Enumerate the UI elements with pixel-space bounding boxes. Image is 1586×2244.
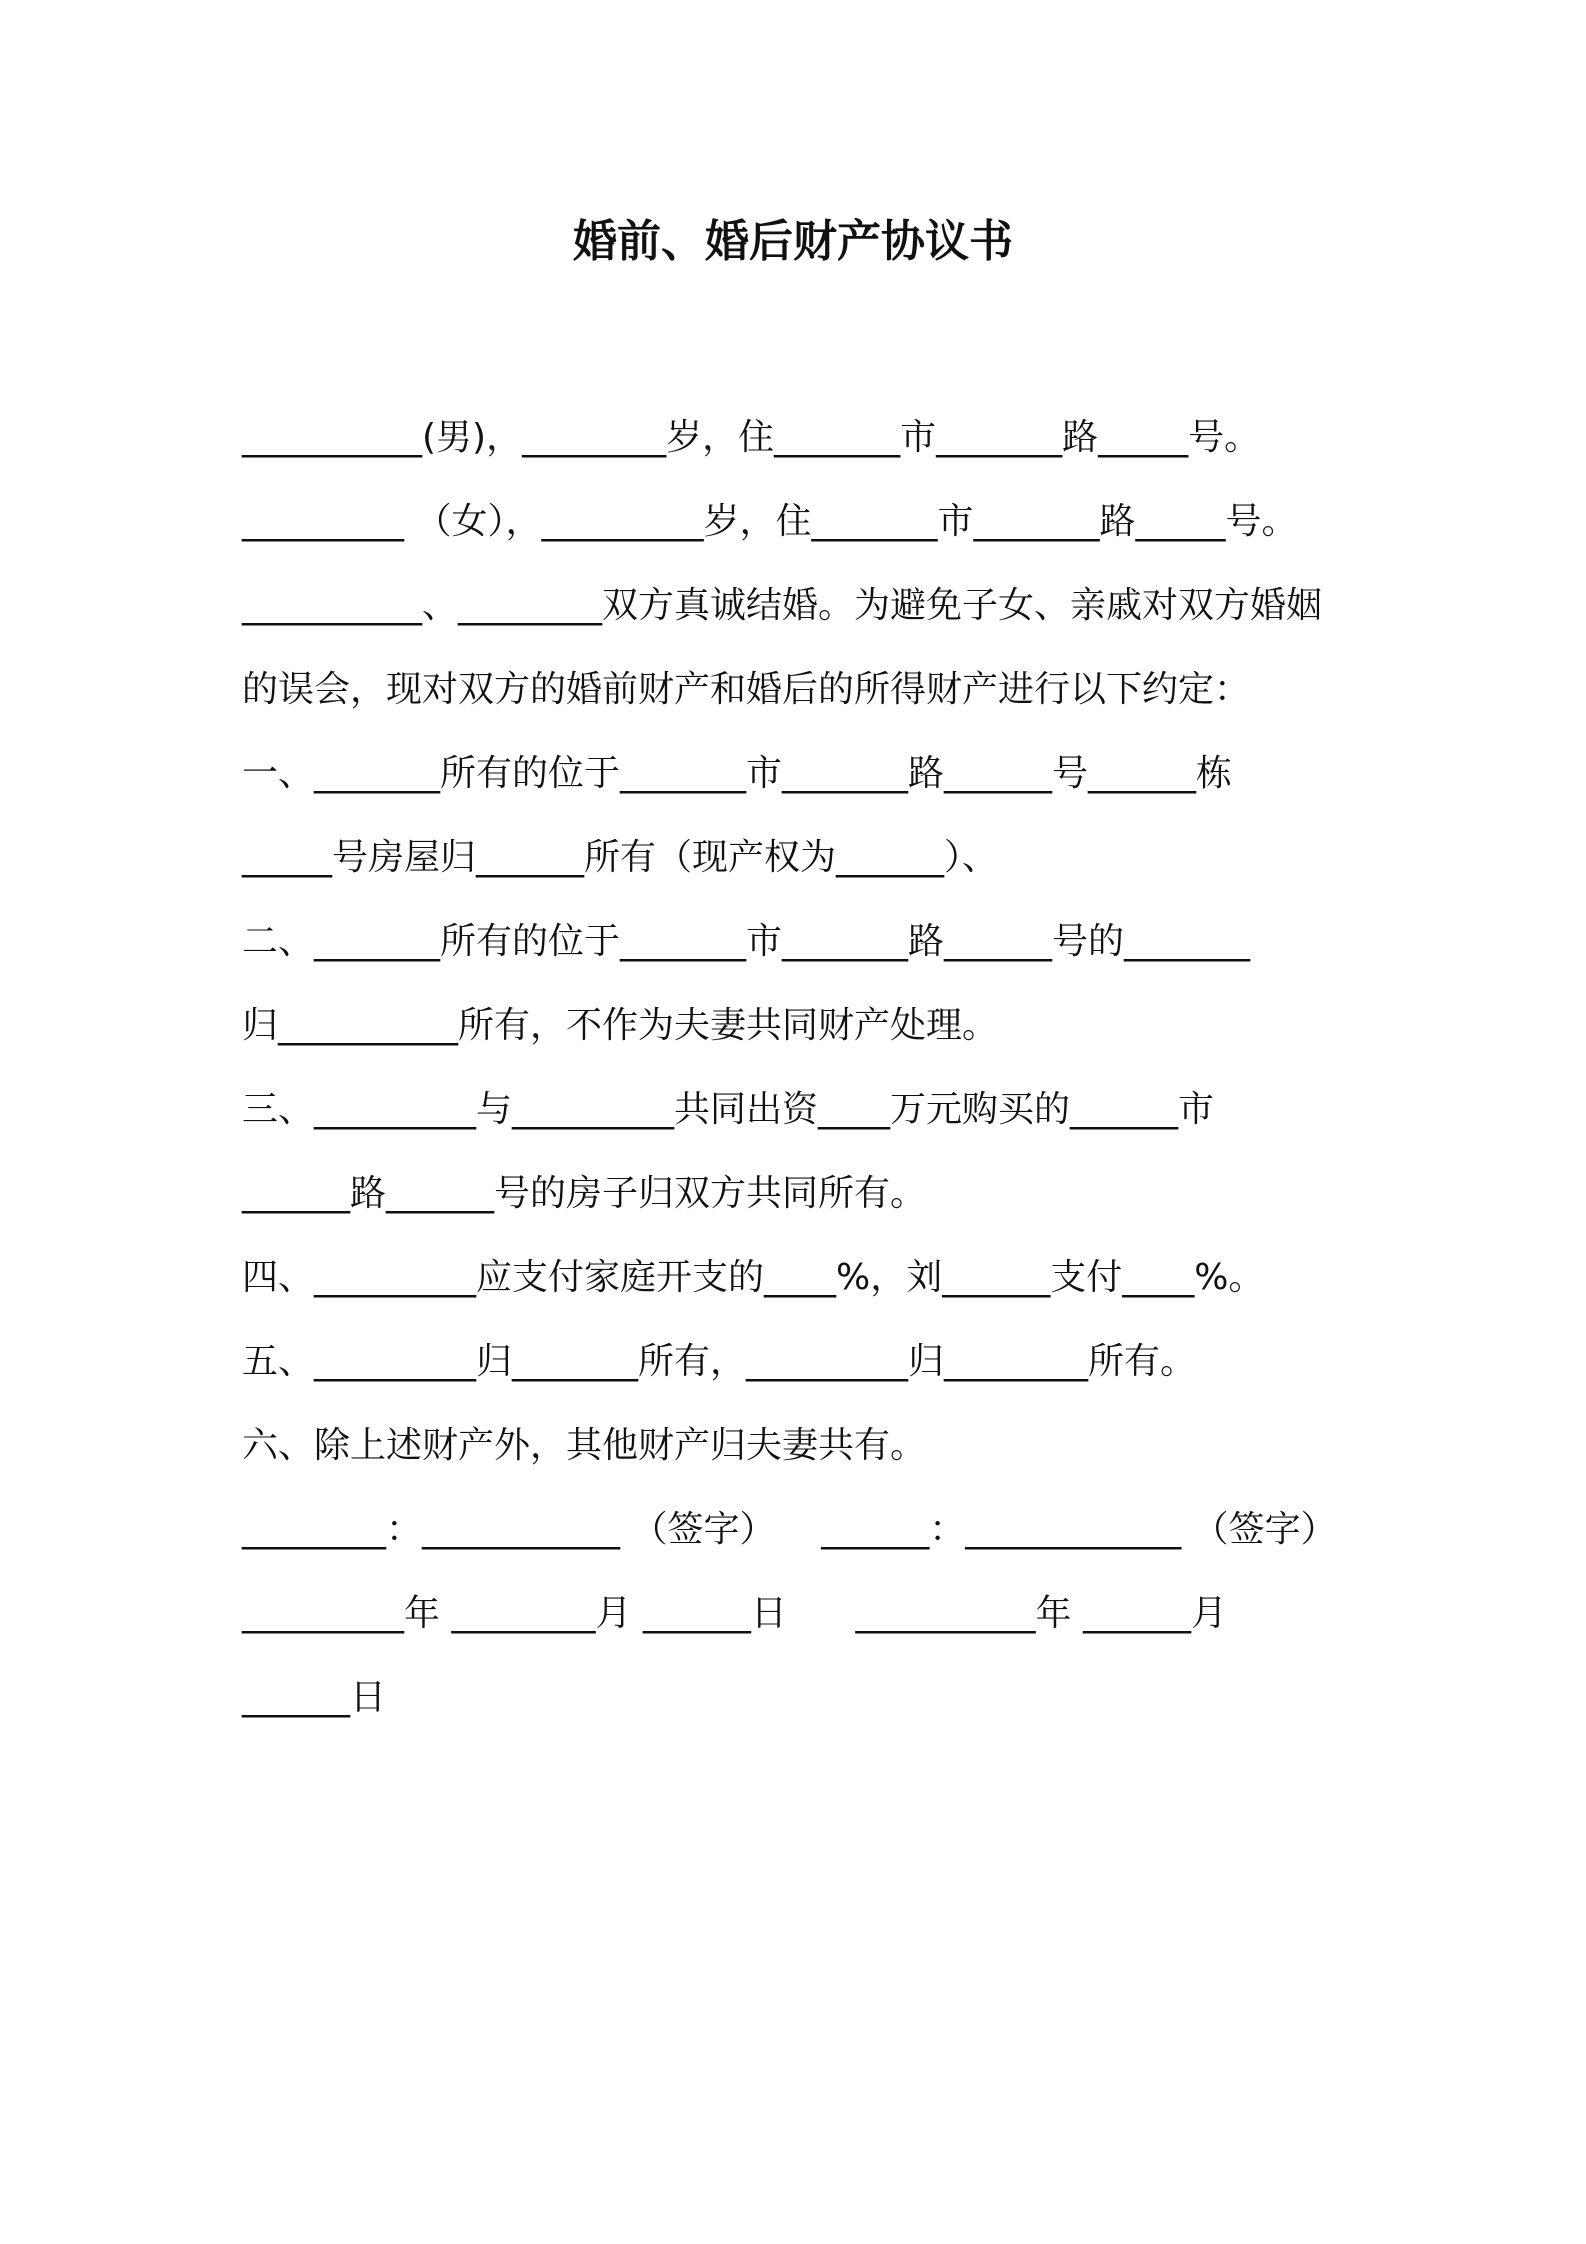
clause-line-item-3a: 三、_________与_________共同出资____万元购买的______市 <box>242 1089 1215 1130</box>
clause-line-item-2b: 归__________所有，不作为夫妻共同财产处理。 <box>242 1005 999 1046</box>
clause-line-item-1b: _____号房屋归______所有（现产权为______）、 <box>242 837 999 878</box>
clause-line-item-3b: ______路______号的房子归双方共同所有。 <box>242 1173 927 1214</box>
clause-line-item-6: 六、除上述财产外，其他财产归夫妻共有。 <box>242 1425 927 1466</box>
clause-line-item-4: 四、_________应支付家庭开支的____%，刘______支付____%。 <box>242 1257 1265 1298</box>
date-line-2: ______日 <box>242 1677 387 1718</box>
signature-line: ________：___________ （签字） ______：____________ （签字） <box>242 1509 1337 1550</box>
clause-line-item-1a: 一、_______所有的位于_______市_______路______号______栋 <box>242 753 1233 794</box>
clause-line-female-party: _________ （女），_________岁，住_______市_______路_____号。 <box>242 501 1298 542</box>
clause-line-preamble-1: __________、________双方真诚结婚。为避免子女、亲戚对双方婚姻 <box>242 585 1323 626</box>
date-line-1: _________年 ________月 ______日 __________年 ______月 <box>242 1593 1227 1634</box>
clause-line-item-2a: 二、_______所有的位于_______市_______路______号的_______ <box>242 921 1251 962</box>
document-title: 婚前、婚后财产协议书 <box>573 216 1013 267</box>
clause-line-preamble-2: 的误会，现对双方的婚前财产和婚后的所得财产进行以下约定： <box>242 669 1251 710</box>
clause-line-male-party: __________(男)，________岁，住_______市_______路_____号。 <box>242 417 1261 458</box>
clause-line-item-5: 五、_________归_______所有，_________归________所有。 <box>242 1341 1197 1382</box>
